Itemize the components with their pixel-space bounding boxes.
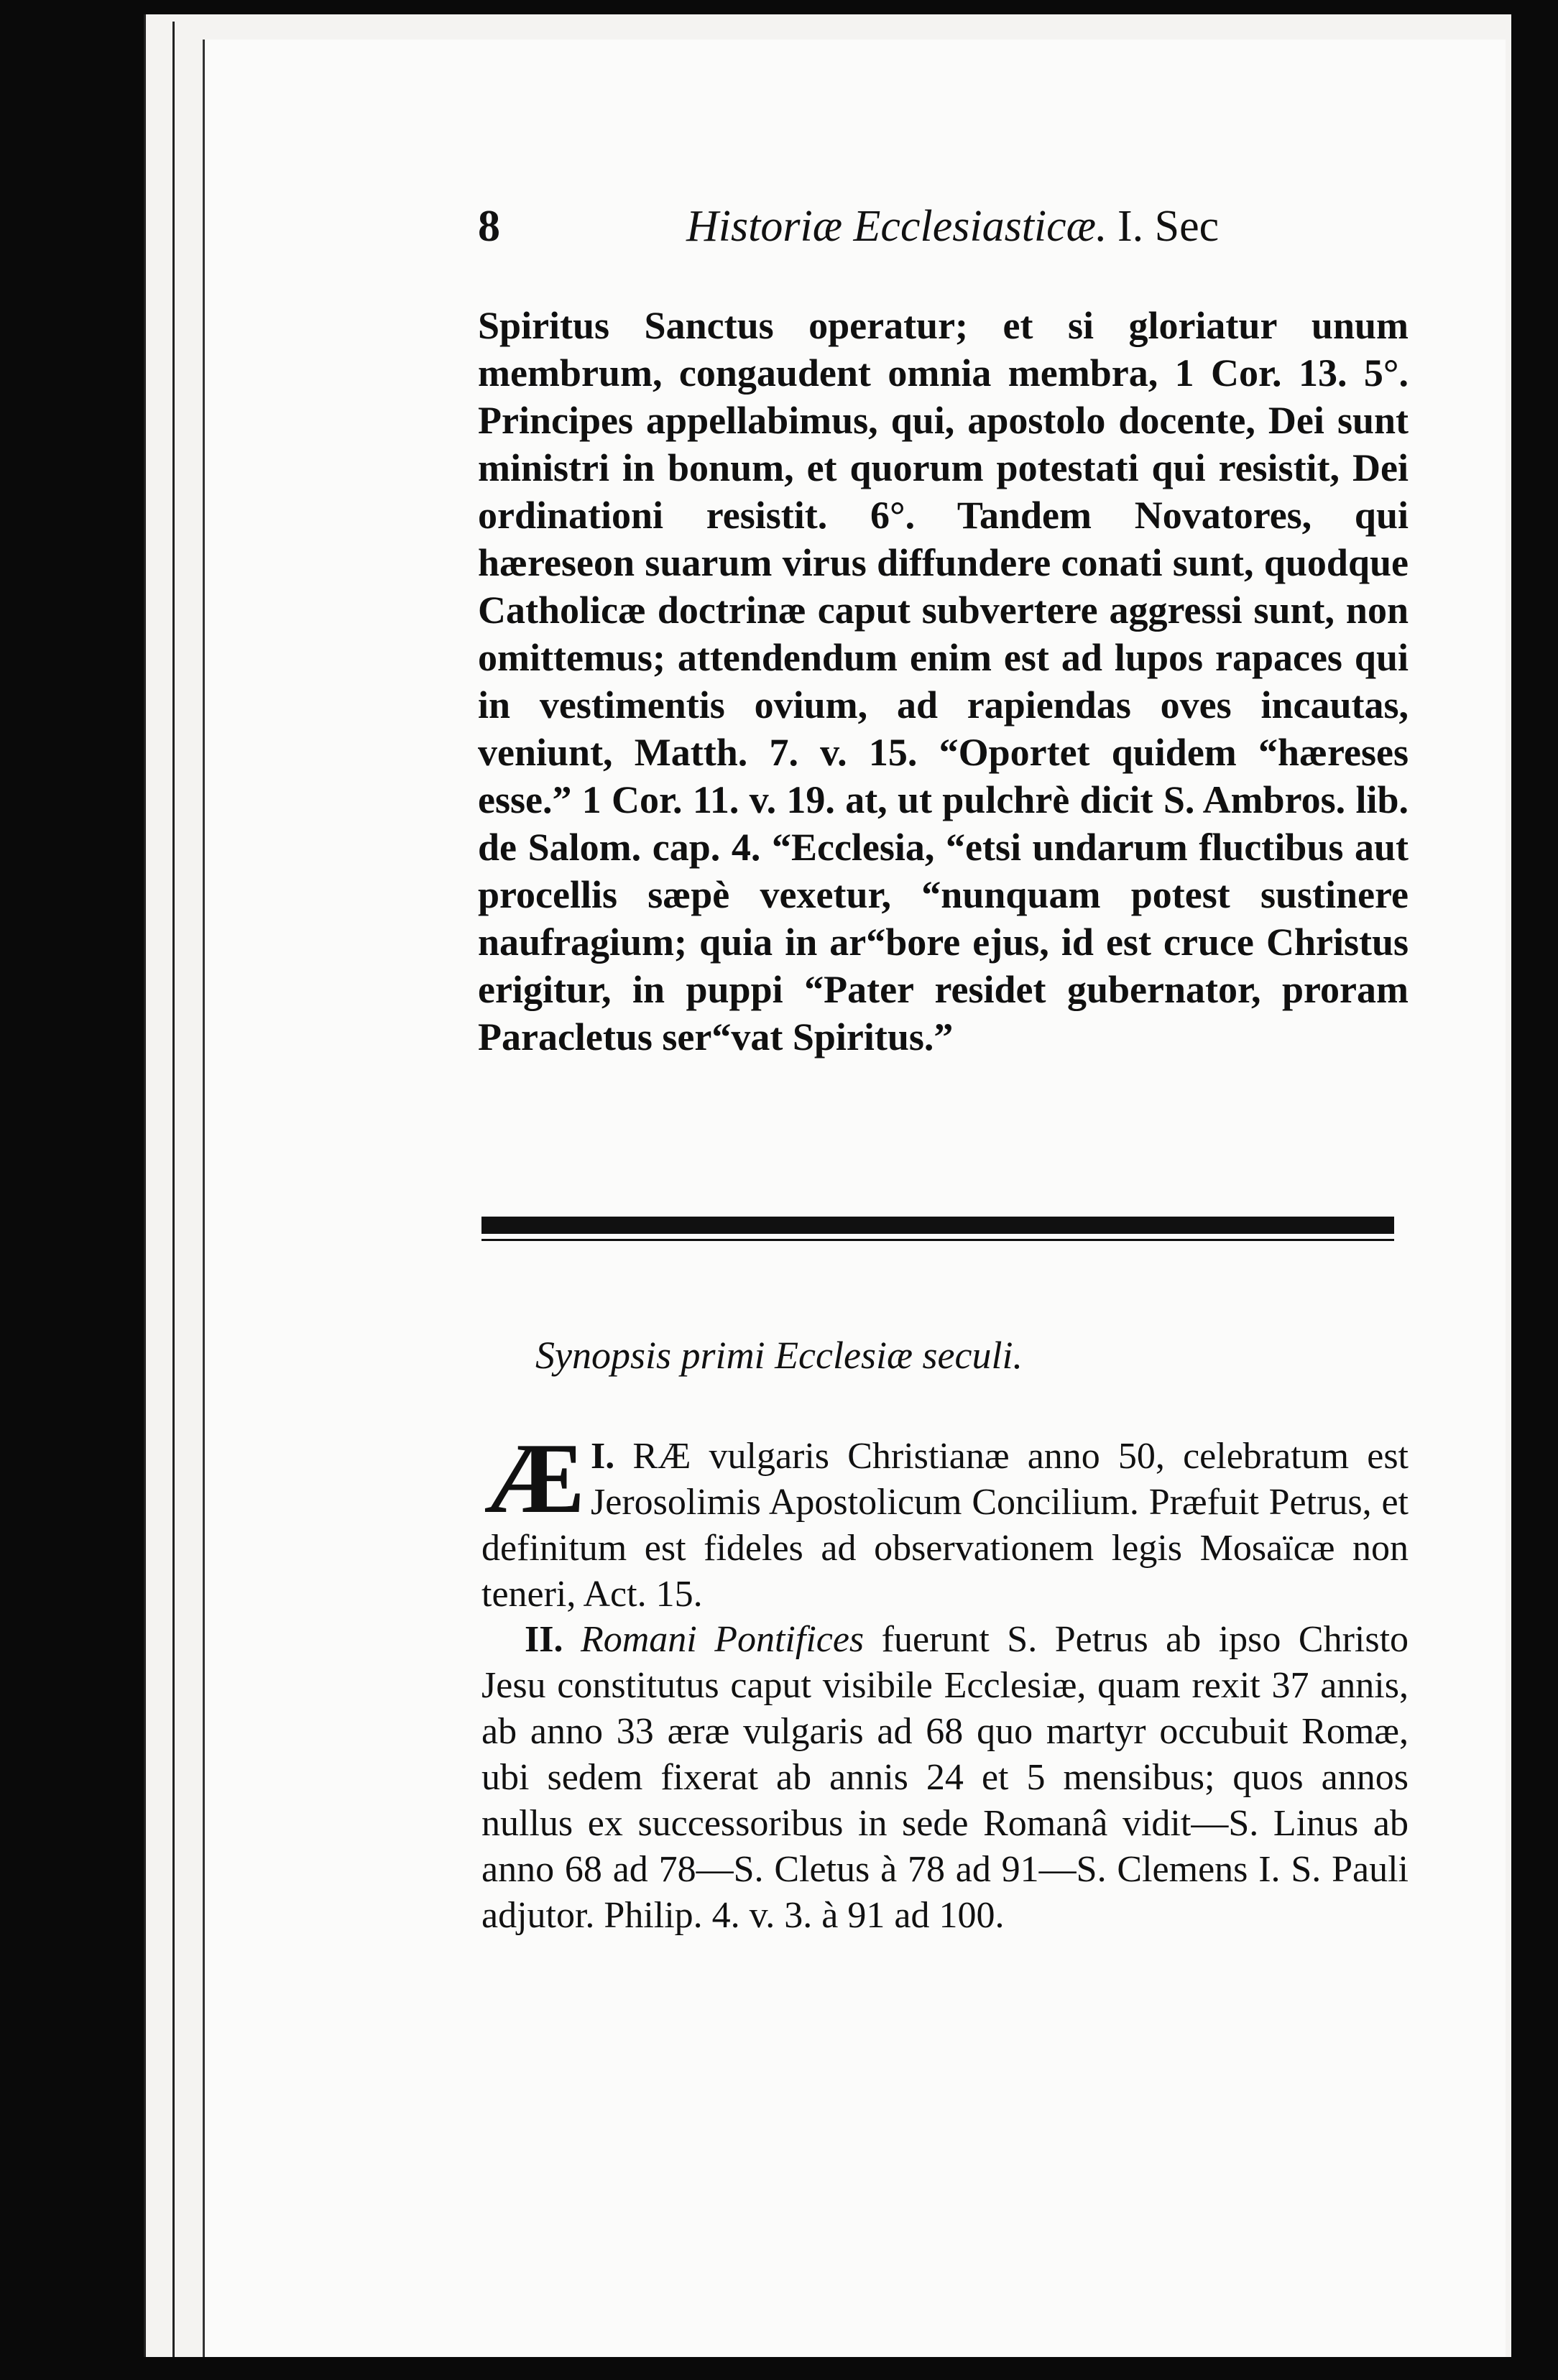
- synopsis-item-1: [481, 1423, 1409, 1618]
- synopsis-item-2-text: fuerunt S. Petrus ab ipso Christo Jesu constitutus caput visibile Ecclesiæ, quam rexit 37 annis, ab anno 33 æræ vulgaris ad 68 quo martyr occubuit Romæ, ubi sedem fixerat ab annis 24 et 5 mensibus; quos annos nullus ex successoribus in sede Romanâ vidit—S. Linus ab anno 68 ad 78—S. Cletus à 78 ad 91—S. Clemens I. S. Pauli adjutor. Philip. 4. v. 3. à 91 ad 100.: [481, 1619, 1409, 1936]
- synopsis-item-1-numeral: I.: [591, 1436, 615, 1477]
- dropcap-ae: Æ: [484, 1423, 581, 1534]
- running-head-title: Historiæ Ecclesiasticæ.: [686, 202, 1107, 251]
- synopsis-item-2-lead: Romani Pontifices: [580, 1619, 865, 1660]
- page-number: 8: [478, 202, 500, 251]
- body-paragraph: Spiritus Sanctus operatur; et si gloriatur unum membrum, congaudent omnia membra, 1 Cor. 13. 5°. Principes appellabimus, qui, apostolo docente, Dei sunt ministri in bonum, et quorum potestati qui resistit, Dei ordinationi resistit. 6°. Tandem Novatores, qui hæreseon suarum virus diffundere conati sunt, quodque Catholicæ doctrinæ caput subvertere aggressi sunt, non omittemus; attendendum enim est ad lupos rapaces qui in vestimentis ovium, ad rapiendas oves incautas, veniunt, Matth. 7. v. 15. “Oportet quidem “hæreses esse.” 1 Cor. 11. v. 19. at, ut pulchrè dicit S. Ambros. lib. de Salom. cap. 4. “Ecclesia, “etsi undarum fluctibus aut procellis sæpè vexetur, “nunquam potest sustinere naufragium; quia in ar“bore ejus, id est cruce Christus erigitur, in puppi “Pater residet gubernator, proram Paracletus ser“vat Spiritus.”: [478, 304, 1409, 1058]
- synopsis-item-2-numeral: II.: [525, 1619, 563, 1660]
- synopsis-title: Synopsis primi Ecclesiæ seculi.: [535, 1334, 1023, 1377]
- running-head: [478, 201, 1412, 259]
- synopsis-item-1-text: RÆ vulgaris Christianæ anno 50, celebratum est Jerosolimis Apostolicum Concilium. Præfuit Petrus, et definitum est fideles ad observationem legis Mosaïcæ non teneri, Act. 15.: [481, 1436, 1409, 1615]
- section-divider-thin: [481, 1239, 1394, 1241]
- scan-bottom-shadow: [203, 2357, 1558, 2380]
- running-head-section: I. Sec: [1117, 202, 1220, 251]
- section-divider-thick: [481, 1217, 1394, 1234]
- synopsis-item-2: [481, 1617, 1409, 1939]
